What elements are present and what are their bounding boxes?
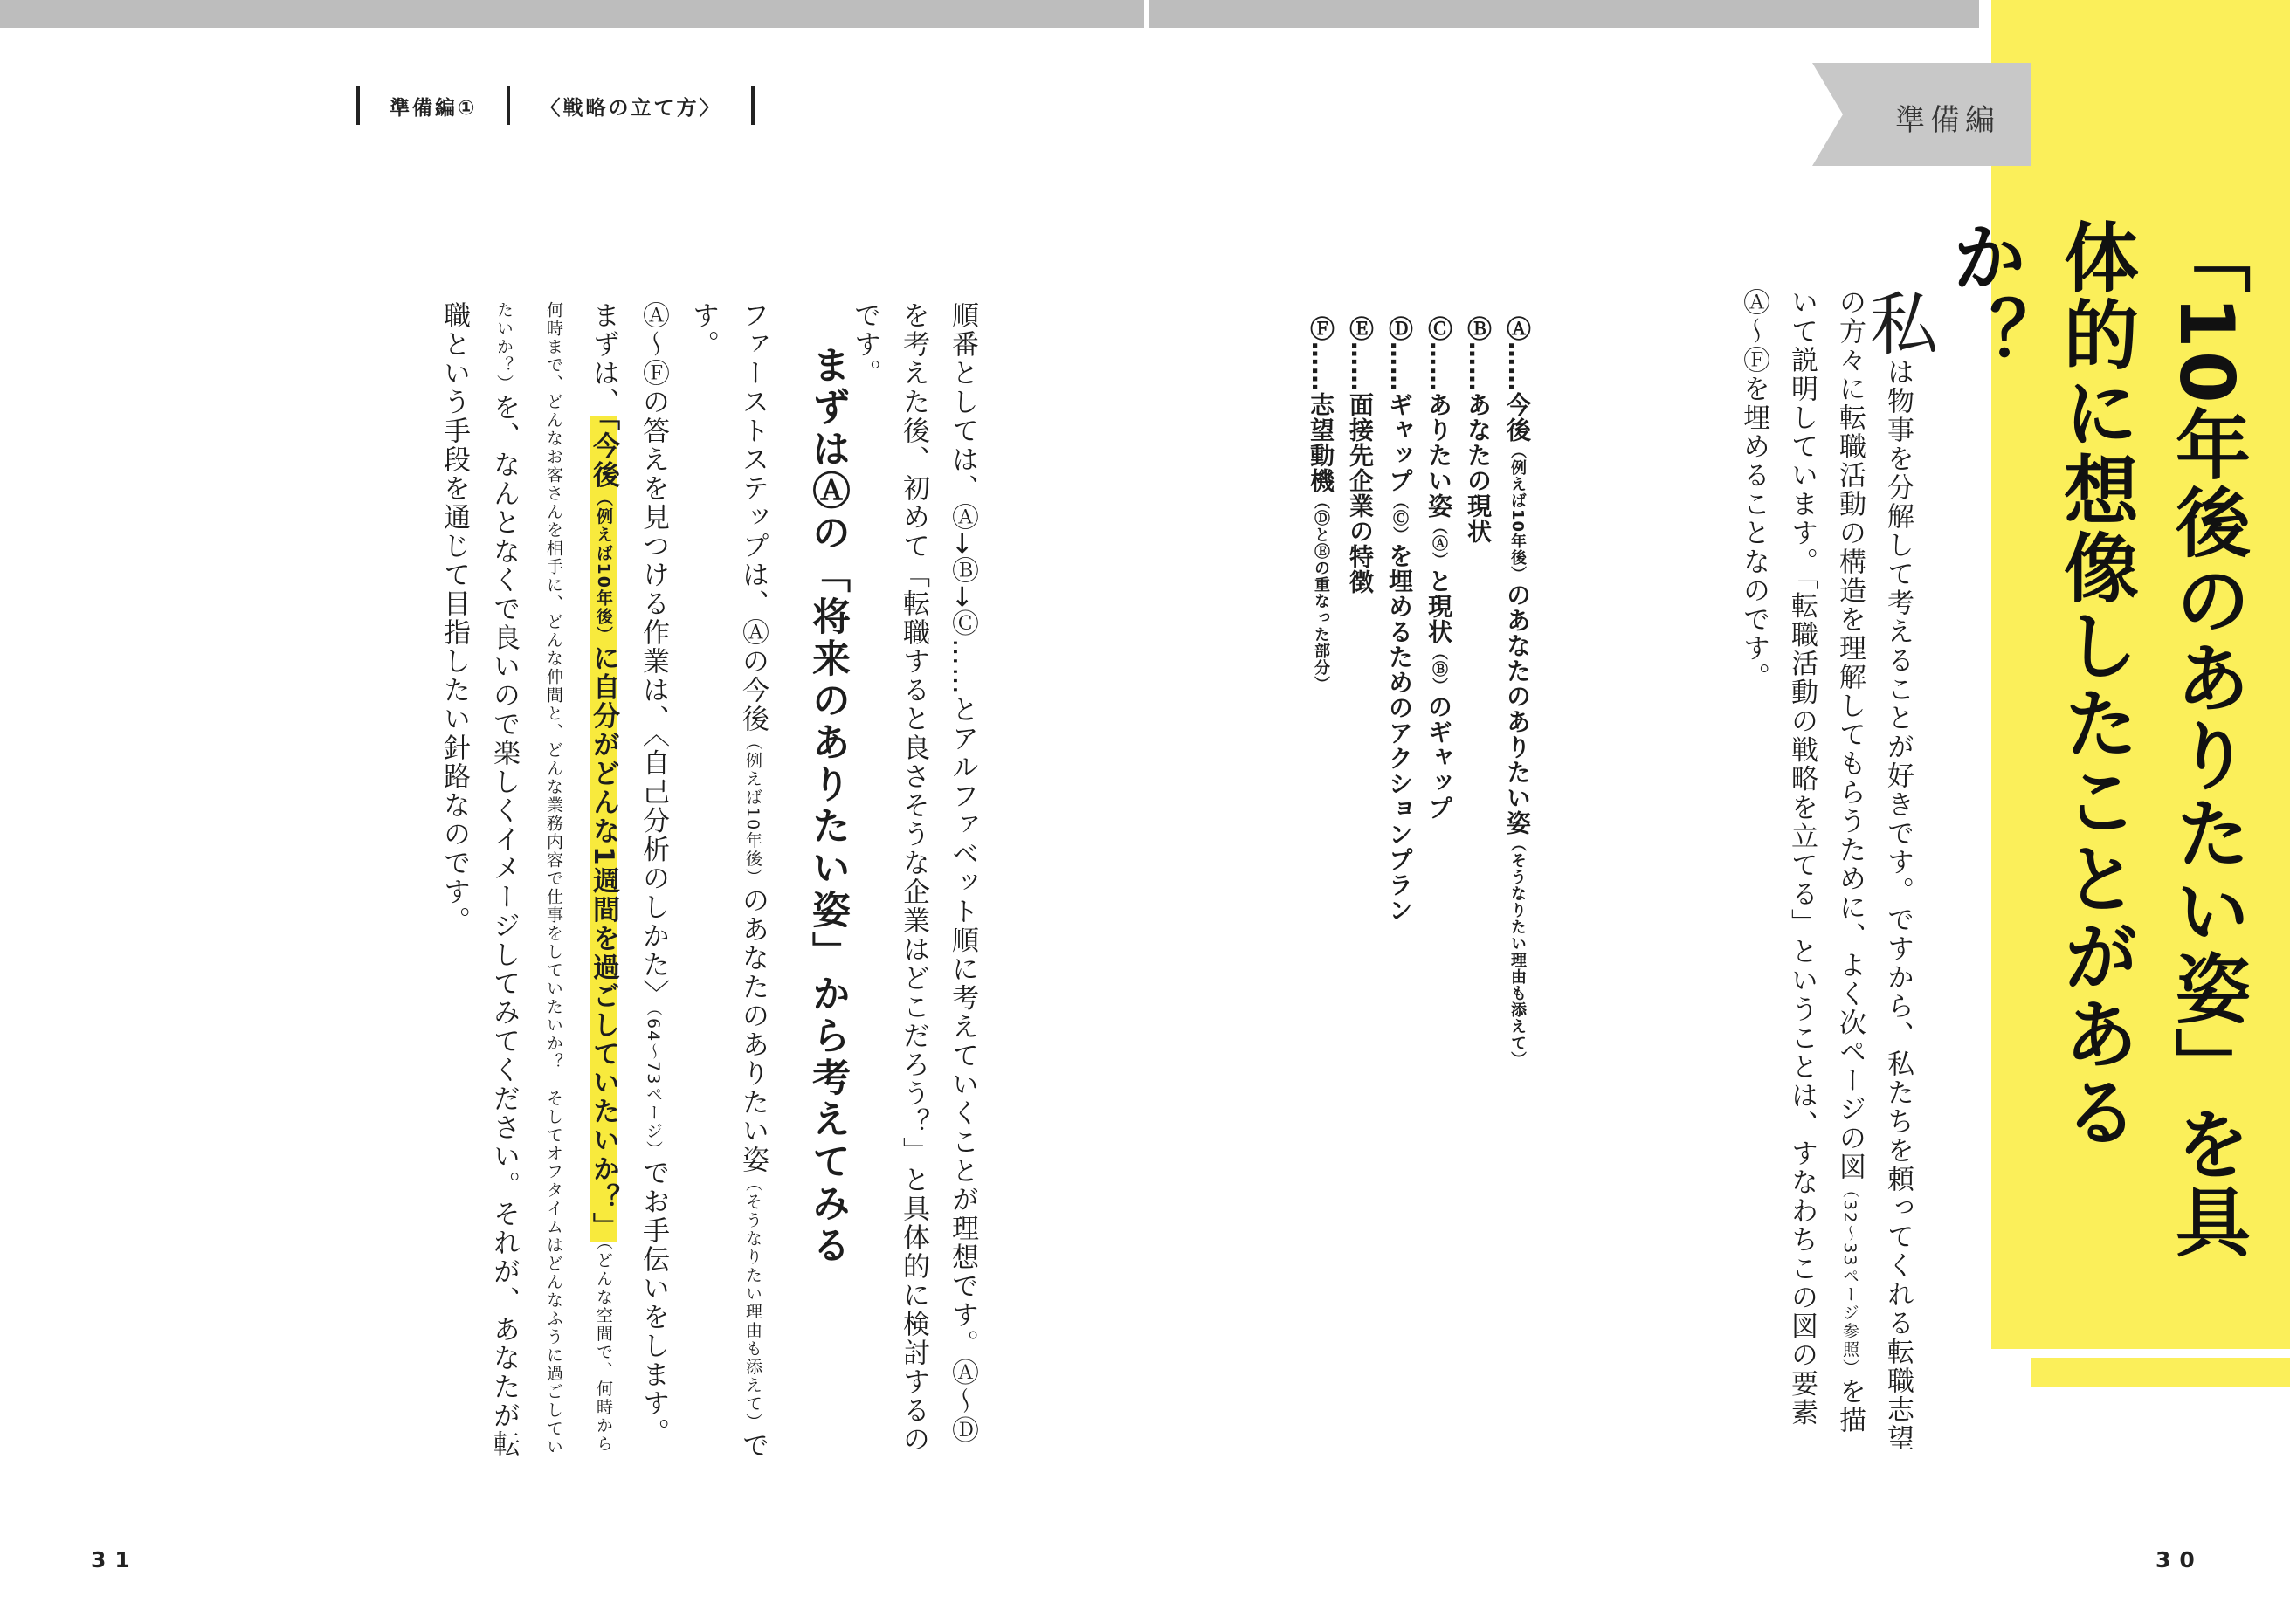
chapter-title: 「10年後のありたい姿」を具体的に想像したことがあるか？ [1939, 218, 2250, 1261]
element-list [1307, 316, 1537, 1102]
page-number-left: 31 [91, 1547, 139, 1572]
list-item-a: Ⓐ……今後（例えば10年後）のあなたのありたい姿（そうなりたい理由も添えて） [1503, 316, 1532, 1069]
top-bar-right [1149, 0, 1979, 28]
first-step-paragraph: ファーストステップは、Ⓐの今後（例えば10年後）のあなたのありたい姿（そうなりたい理由も添えて）です。 Ⓐ〜Ⓕの答えを見つける作業は、〈自己分析のしかた〉（64〜73ページ）でお手伝いをします。まずは、「今後（例えば10年後）に自分がどんな1週間を過ごしていたいか？」（どんな空間で、何時から何時まで、どんなお客さんを相手に、どんな仲間と、どんな業務内容で仕事をしていたいか？ そしてオフタイムはどんなふうに過ごしていたいか？）を、なんとなくで良いので楽しくイメージしてみてください。それが、あなたが転職という手段を通じて目指したい針路なのです。 [438, 301, 769, 1461]
running-header-topic: 〈戦略の立て方〉 [540, 96, 722, 120]
running-header-section: 準備編① [390, 96, 478, 120]
list-item-f: Ⓕ……志望動機（ⒹとⒺの重なった部分） [1307, 316, 1335, 692]
drop-cap: 私 [1859, 288, 1937, 358]
list-item-b: Ⓑ……あなたの現状 [1464, 316, 1493, 544]
list-item-c: Ⓒ……ありたい姿（Ⓐ）と現状（Ⓑ）のギャップ [1424, 316, 1453, 821]
intro-ref: （32〜33ページ参照） [1840, 1181, 1859, 1378]
running-header [356, 86, 755, 126]
intro-text: は物事を分解して考えることが好きです。ですから、私たちを頼ってくれる転職志望の方々に転職活動の構造を理解してもらうために、よく次ページの図 [1834, 288, 1914, 1453]
intro-paragraph [1555, 288, 1937, 1458]
highlighted-question: 「今後（例えば10年後）に自分がどんな1週間を過ごしていたいか？」 [588, 416, 619, 1242]
top-bar-left [0, 0, 1144, 28]
title-panel-accent [2031, 1358, 2290, 1387]
list-item-e: Ⓔ……面接先企業の特徴 [1346, 316, 1375, 595]
intro-text-2: を描いて説明しています。「転職活動の戦略を立てる」ということは、すなわちこの図の要素Ⓐ〜Ⓕを埋めることなのです。 [1738, 288, 1866, 1435]
divider [751, 86, 755, 125]
list-item-d: Ⓓ……ギャップ（Ⓒ）を埋めるためのアクションプラン [1385, 316, 1414, 923]
page-number-right: 30 [2155, 1547, 2204, 1572]
section-tag-label: 準備編 [1895, 103, 2000, 138]
order-paragraph: 順番としては、Ⓐ→Ⓑ→Ⓒ……とアルファベット順に考えていくことが理想です。Ⓐ〜Ⓓを考えた後、初めて「転職すると良さそうな企業はどこだろう？」と具体的に検討するのです。 [849, 301, 978, 1454]
section-heading: まずはⒶの「将来のありたい姿」から考えてみる [805, 345, 850, 1267]
